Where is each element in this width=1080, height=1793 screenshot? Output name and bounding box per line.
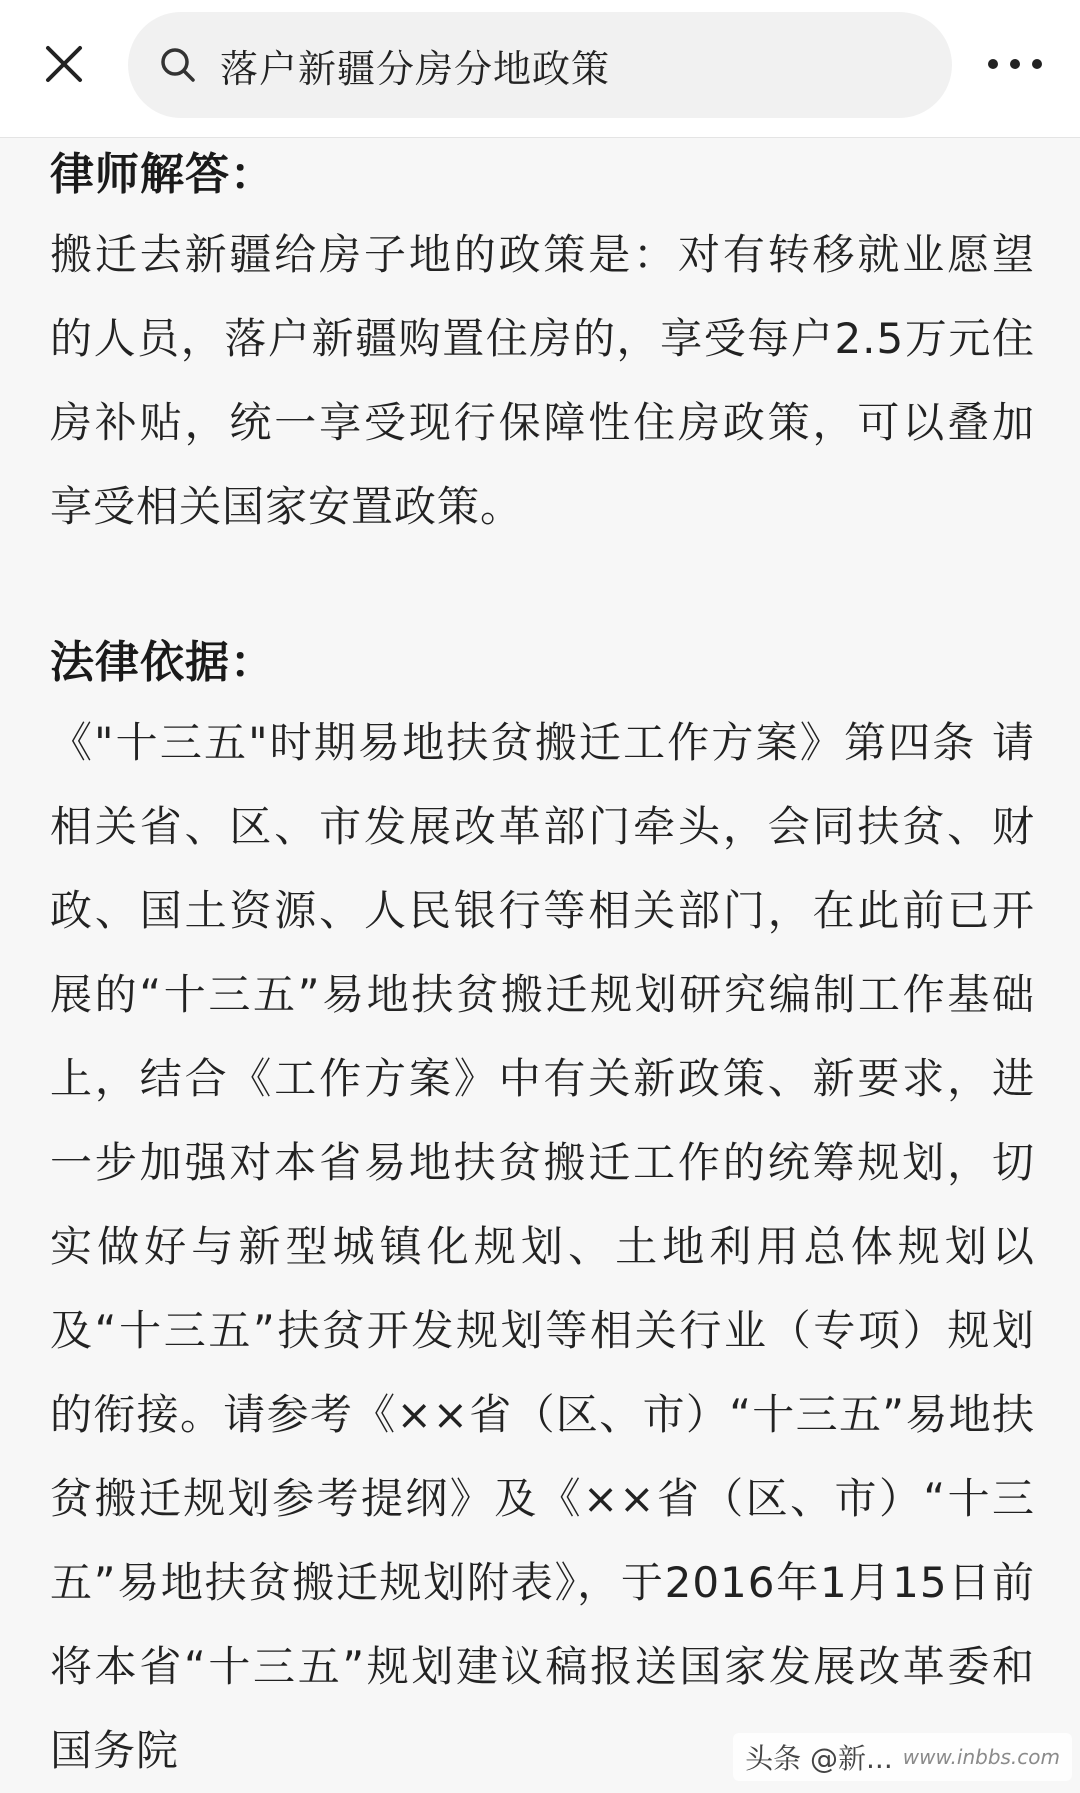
more-options-icon (987, 58, 1043, 70)
article-content (50, 137, 1035, 1793)
legal-basis-body: 《"十三五"时期易地扶贫搬迁工作方案》第四条 请相关省、区、市发展改革部门牵头，会同扶贫、财政、国土资源、人民银行等相关部门，在此前已开展的“十三五”易地扶贫搬迁规划研究编制工作基础上，结合《工作方案》中有关新政策、新要求，进一步加强对本省易地扶贫搬迁工作的统筹规划，切实做好与新型城镇化规划、土地利用总体规划以及“十三五”扶贫开发规划等相关行业（专项）规划的衔接。请参考《××省（区、市）“十三五”易地扶贫搬迁规划参考提纲》及《××省（区、市）“十三五”易地扶贫搬迁规划附表》，于2016年1月15日前将本省“十三五”规划建议稿报送国家发展改革委和国务院 (50, 718, 1035, 1775)
watermark-label: 头条 @新... (745, 1742, 893, 1775)
answer-body: 搬迁去新疆给房子地的政策是：对有转移就业愿望的人员，落户新疆购置住房的，享受每户2.5万元住房补贴，统一享受现行保障性住房政策，可以叠加享受相关国家安置政策。 (50, 230, 1035, 531)
search-input[interactable] (128, 12, 952, 118)
search-icon (156, 43, 200, 87)
watermark (733, 1733, 1072, 1781)
section-spacer (50, 549, 1035, 625)
close-icon (44, 44, 84, 84)
close-button[interactable] (30, 30, 98, 98)
answer-heading: 律师解答： (50, 149, 275, 200)
search-query: 落户新疆分房分地政策 (220, 46, 611, 91)
more-options-button[interactable] (975, 38, 1055, 90)
top-bar (0, 0, 1080, 138)
legal-basis-heading: 法律依据： (50, 637, 275, 688)
watermark-site: www.inbbs.com (902, 1745, 1060, 1769)
